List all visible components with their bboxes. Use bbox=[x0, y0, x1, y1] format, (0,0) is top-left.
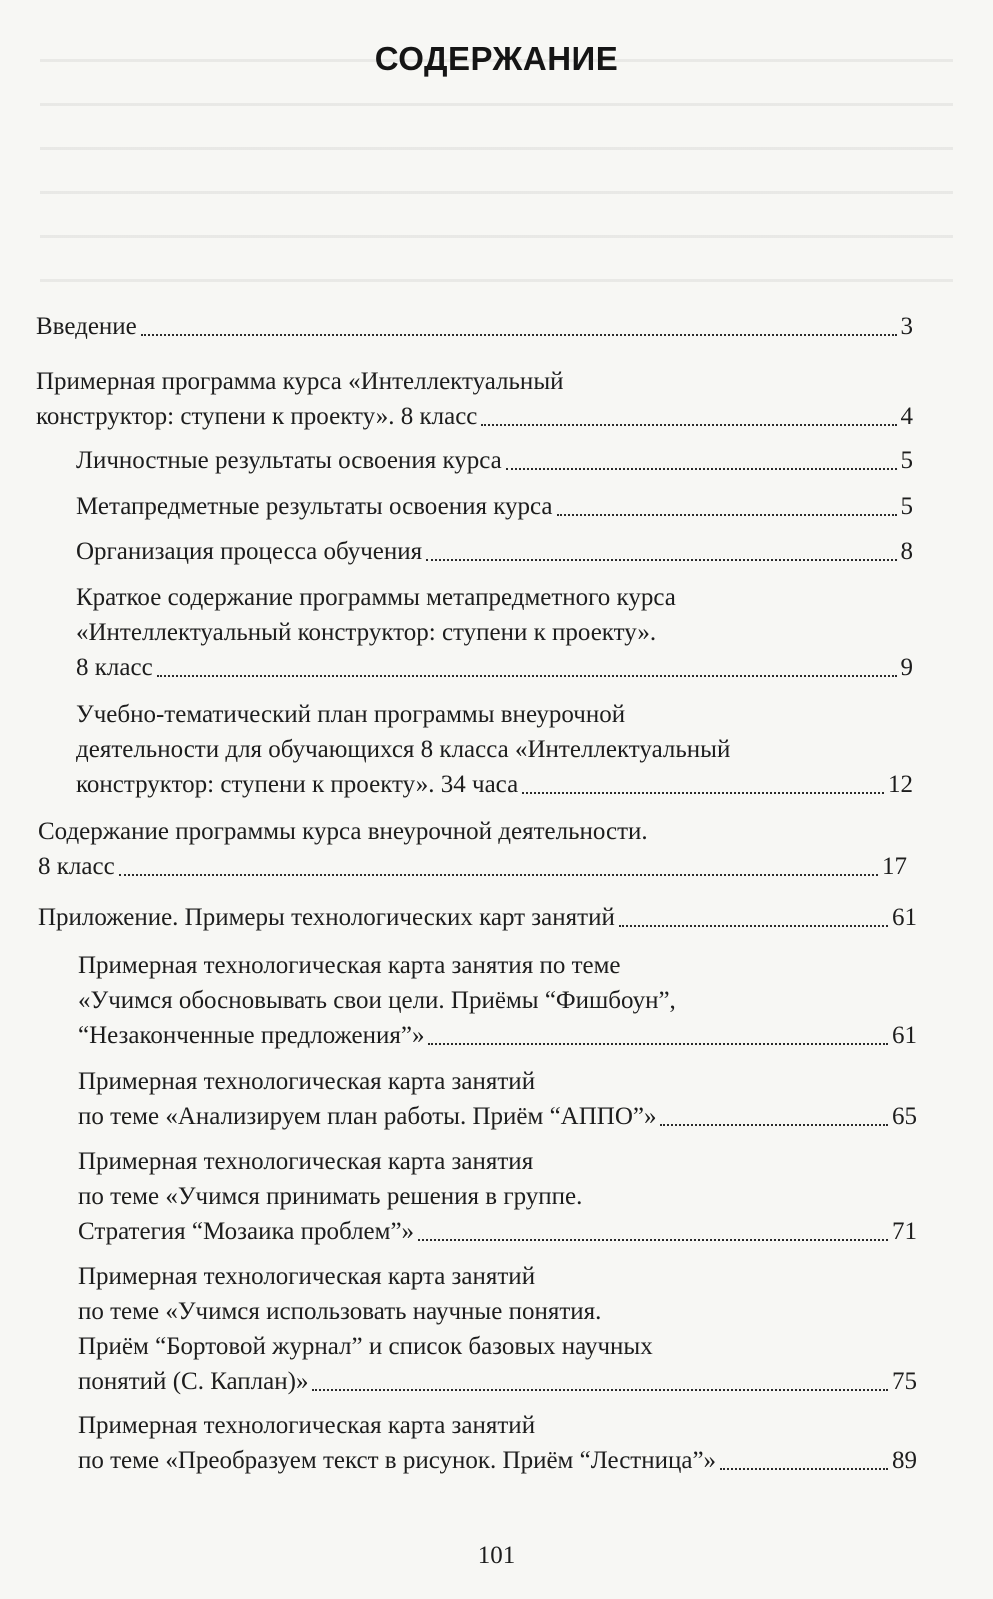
toc-entry-title-line: по теме «Преобразуем текст в рисунок. Приём “Лестница”» bbox=[78, 1447, 717, 1474]
page-title: СОДЕРЖАНИЕ bbox=[374, 40, 619, 77]
toc-page-number: 61 bbox=[892, 1022, 917, 1049]
toc-entry-title-line: деятельности для обучающихся 8 класса «Интеллектуальный bbox=[76, 736, 731, 763]
toc-page-number: 61 bbox=[892, 904, 917, 931]
toc-entry-final-line bbox=[76, 767, 913, 802]
toc-entry[interactable] bbox=[76, 580, 913, 685]
toc-entry-title-line: Примерная программа курса «Интеллектуальный bbox=[36, 368, 564, 395]
toc-entry[interactable] bbox=[38, 814, 907, 884]
toc-entry[interactable] bbox=[36, 364, 913, 434]
toc-entry-title-line: Содержание программы курса внеурочной деятельности. bbox=[38, 818, 648, 845]
toc-entry-title-line: «Интеллектуальный конструктор: ступени к проекту». bbox=[76, 619, 657, 646]
toc-entry[interactable] bbox=[76, 489, 913, 524]
dot-leader bbox=[119, 874, 878, 876]
toc-entry-title-line: Личностные результаты освоения курса bbox=[76, 447, 502, 474]
toc-entry[interactable] bbox=[76, 443, 913, 478]
toc-page-number: 89 bbox=[892, 1447, 917, 1474]
dot-leader bbox=[141, 334, 897, 336]
toc-entry-final-line bbox=[76, 489, 913, 524]
toc-entry-final-line bbox=[76, 534, 913, 569]
toc-entry-title-line: Стратегия “Мозаика проблем”» bbox=[78, 1218, 415, 1245]
toc-entry-title-line: Примерная технологическая карта занятия по теме bbox=[78, 952, 621, 979]
toc-entry[interactable] bbox=[78, 1064, 917, 1134]
toc-entry-title-line: Метапредметные результаты освоения курса bbox=[76, 493, 553, 520]
toc-entry-title-line: “Незаконченные предложения”» bbox=[78, 1022, 425, 1049]
toc-entry[interactable] bbox=[36, 309, 913, 344]
toc-entry[interactable] bbox=[38, 900, 917, 935]
toc-entry-title-line: Краткое содержание программы метапредметного курса bbox=[76, 584, 676, 611]
dot-leader bbox=[426, 559, 896, 561]
toc-entry-final-line bbox=[38, 900, 917, 935]
toc-entry-final-line bbox=[36, 399, 913, 434]
toc-entry-title-line: Приём “Бортовой журнал” и список базовых научных bbox=[78, 1333, 653, 1360]
toc-entry[interactable] bbox=[78, 1408, 917, 1478]
toc-page-number: 9 bbox=[900, 654, 913, 681]
toc-entry-title-line: Приложение. Примеры технологических карт занятий bbox=[38, 904, 615, 931]
toc-entry[interactable] bbox=[78, 948, 917, 1053]
toc-entry-title-line: по теме «Анализируем план работы. Приём “АППО”» bbox=[78, 1103, 657, 1130]
toc-entry-title-line: конструктор: ступени к проекту». 8 класс bbox=[36, 403, 478, 430]
dot-leader bbox=[157, 675, 897, 677]
toc-page-number: 5 bbox=[900, 493, 913, 520]
toc-entry-title-line: 8 класс bbox=[38, 853, 115, 880]
dot-leader bbox=[312, 1389, 888, 1391]
toc-entry-title-line: Введение bbox=[36, 313, 137, 340]
dot-leader bbox=[506, 468, 897, 470]
toc-entry-final-line bbox=[78, 1443, 917, 1478]
toc-entry[interactable] bbox=[76, 697, 913, 802]
toc-entry-title-line: понятий (С. Каплан)» bbox=[78, 1368, 309, 1395]
show-through-text bbox=[40, 50, 953, 310]
toc-entry-title-line: Учебно-тематический план программы внеурочной bbox=[76, 701, 626, 728]
dot-leader bbox=[720, 1468, 888, 1470]
toc-page-number: 75 bbox=[892, 1368, 917, 1395]
toc-entry-final-line bbox=[78, 1214, 917, 1249]
dot-leader bbox=[522, 792, 884, 794]
dot-leader bbox=[557, 514, 897, 516]
toc-entry-final-line bbox=[38, 849, 907, 884]
dot-leader bbox=[428, 1043, 888, 1045]
toc-entry-final-line bbox=[78, 1018, 917, 1053]
toc-page-number: 5 bbox=[900, 447, 913, 474]
toc-page-number: 65 bbox=[892, 1103, 917, 1130]
toc-entry-final-line bbox=[76, 443, 913, 478]
toc-entry-title-line: Примерная технологическая карта занятий bbox=[78, 1068, 536, 1095]
toc-entry-title-line: по теме «Учимся принимать решения в группе. bbox=[78, 1183, 583, 1210]
toc-entry-title-line: конструктор: ступени к проекту». 34 часа bbox=[76, 771, 519, 798]
toc-page-number: 71 bbox=[892, 1218, 917, 1245]
toc-page-number: 17 bbox=[882, 853, 907, 880]
toc-entry-title-line: Примерная технологическая карта занятия bbox=[78, 1148, 534, 1175]
toc-entry[interactable] bbox=[76, 534, 913, 569]
dot-leader bbox=[619, 925, 888, 927]
dot-leader bbox=[481, 424, 896, 426]
dot-leader bbox=[660, 1124, 888, 1126]
toc-page-number: 3 bbox=[900, 313, 913, 340]
dot-leader bbox=[418, 1239, 888, 1241]
toc-entry-final-line bbox=[76, 650, 913, 685]
page-number: 101 bbox=[477, 1542, 516, 1569]
toc-entry[interactable] bbox=[78, 1259, 917, 1399]
toc-entry-final-line bbox=[36, 309, 913, 344]
toc-entry-title-line: Примерная технологическая карта занятий bbox=[78, 1263, 536, 1290]
toc-entry-title-line: по теме «Учимся использовать научные понятия. bbox=[78, 1298, 602, 1325]
toc-entry-final-line bbox=[78, 1364, 917, 1399]
toc-page-number: 12 bbox=[888, 771, 913, 798]
toc-entry-title-line: «Учимся обосновывать свои цели. Приёмы “Фишбоун”, bbox=[78, 987, 676, 1014]
toc-entry[interactable] bbox=[78, 1144, 917, 1249]
toc-entry-final-line bbox=[78, 1099, 917, 1134]
toc-page-number: 4 bbox=[900, 403, 913, 430]
toc-page-number: 8 bbox=[900, 538, 913, 565]
toc-entry-title-line: 8 класс bbox=[76, 654, 153, 681]
toc-entry-title-line: Примерная технологическая карта занятий bbox=[78, 1412, 536, 1439]
toc-entry-title-line: Организация процесса обучения bbox=[76, 538, 423, 565]
